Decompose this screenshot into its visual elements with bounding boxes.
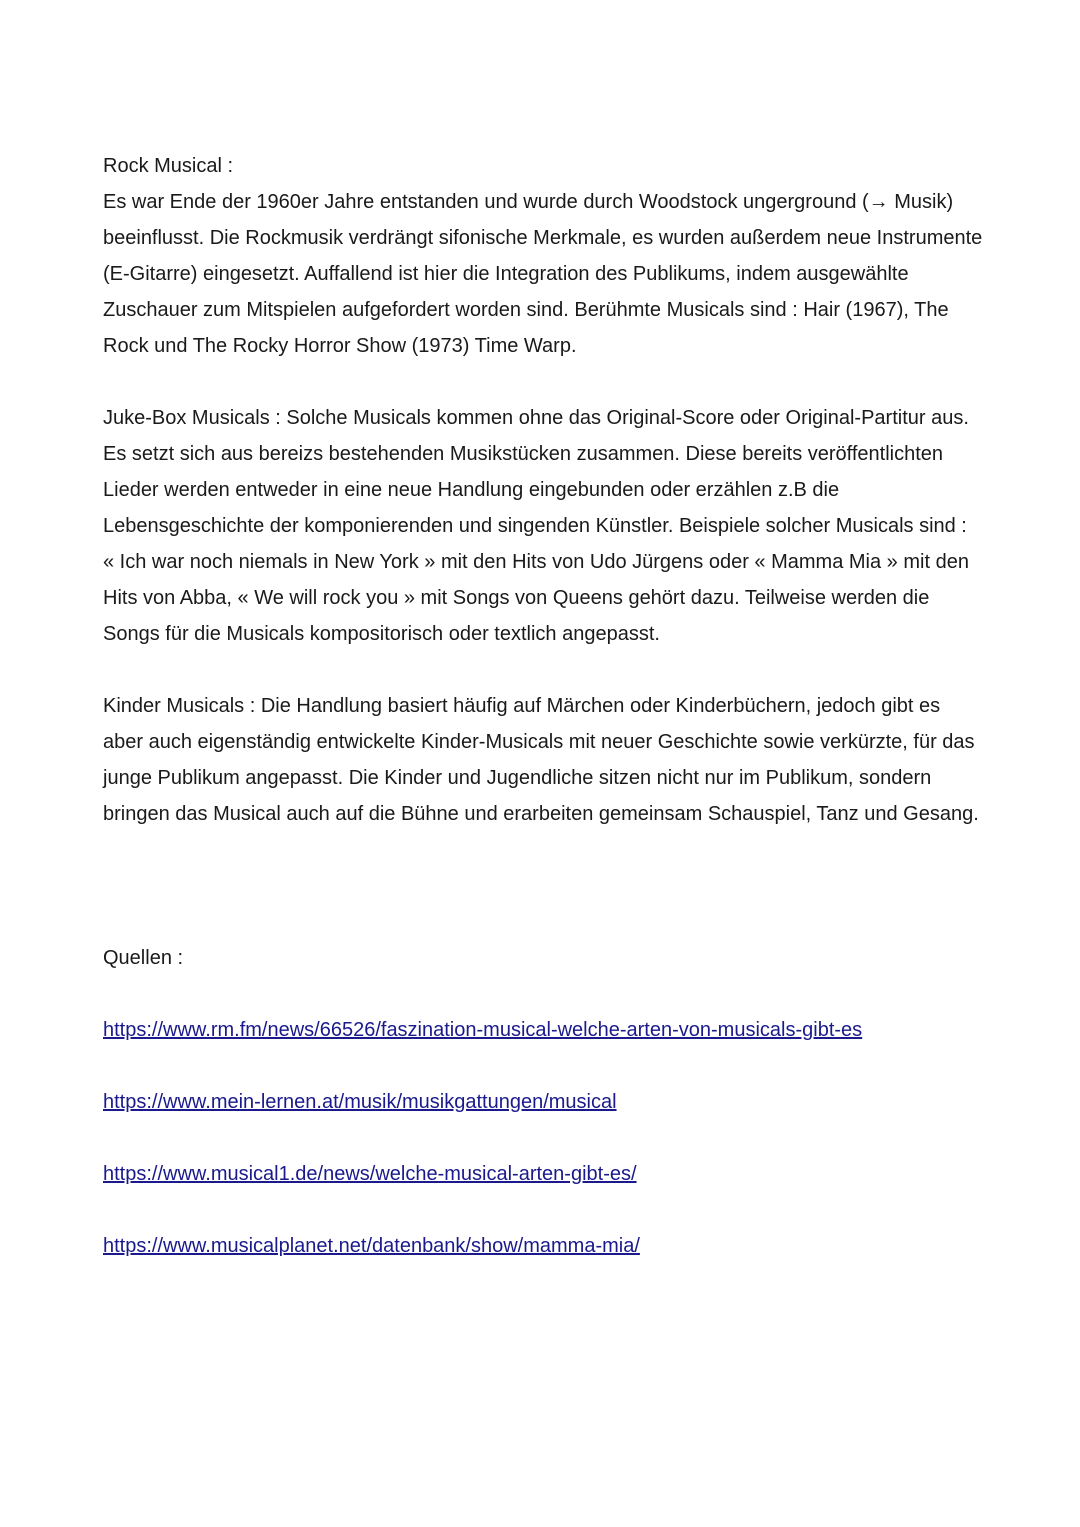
source-item (103, 1156, 983, 1192)
spacer (103, 652, 983, 688)
spacer (103, 832, 983, 940)
sources-list (103, 1012, 983, 1264)
source-link-musical1[interactable]: https://www.musical1.de/news/welche-musical-arten-gibt-es/ (103, 1163, 637, 1185)
rock-musical-section (103, 148, 983, 364)
source-link-musicalplanet[interactable]: https://www.musicalplanet.net/datenbank/show/mamma-mia/ (103, 1235, 640, 1257)
source-link-mein-lernen[interactable]: https://www.mein-lernen.at/musik/musikgattungen/musical (103, 1091, 617, 1113)
spacer (103, 364, 983, 400)
document-page (103, 148, 983, 1264)
rock-musical-text: Es war Ende der 1960er Jahre entstanden und wurde durch Woodstock ungerground (→ Musik) beeinflusst. Die Rockmusik verdrängt sifonische Merkmale, es wurden außerdem neue Instrumente (E-Gitarre) eingesetzt. Auffallend ist hier die Integration des Publikums, indem ausgewählte Zuschauer zum Mitspielen aufgefordert worden sind. Berühmte Musicals sind : Hair (1967), The Rock und The Rocky Horror Show (1973) Time Warp. (103, 191, 983, 357)
source-item (103, 1228, 983, 1264)
jukebox-musical-text: Juke-Box Musicals : Solche Musicals kommen ohne das Original-Score oder Original-Partitur aus. Es setzt sich aus bereizs bestehenden Musikstücken zusammen. Diese bereits veröffentlichten Lieder werden entweder in eine neue Handlung eingebunden oder erzählen z.B die Lebensgeschichte der komponierenden und singenden Künstler. Beispiele solcher Musicals sind : « Ich war noch niemals in New York » mit den Hits von Udo Jürgens oder « Mamma Mia » mit den Hits von Abba, « We will rock you » mit Songs von Queens gehört dazu. Teilweise werden die Songs für die Musicals kompositorisch oder textlich angepasst. (103, 407, 969, 645)
source-item (103, 1012, 983, 1048)
source-link-rm-fm[interactable]: https://www.rm.fm/news/66526/faszination-musical-welche-arten-von-musicals-gibt-es (103, 1019, 863, 1041)
source-item (103, 1084, 983, 1120)
sources-title: Quellen : (103, 947, 184, 969)
kinder-musical-text: Kinder Musicals : Die Handlung basiert häufig auf Märchen oder Kinderbüchern, jedoch gibt es aber auch eigenständig entwickelte Kinder-Musicals mit neuer Geschichte sowie verkürzte, für das junge Publikum angepasst. Die Kinder und Jugendliche sitzen nicht nur im Publikum, sondern bringen das Musical auch auf die Bühne und erarbeiten gemeinsam Schauspiel, Tanz und Gesang. (103, 695, 979, 825)
rock-musical-title: Rock Musical : (103, 155, 234, 177)
